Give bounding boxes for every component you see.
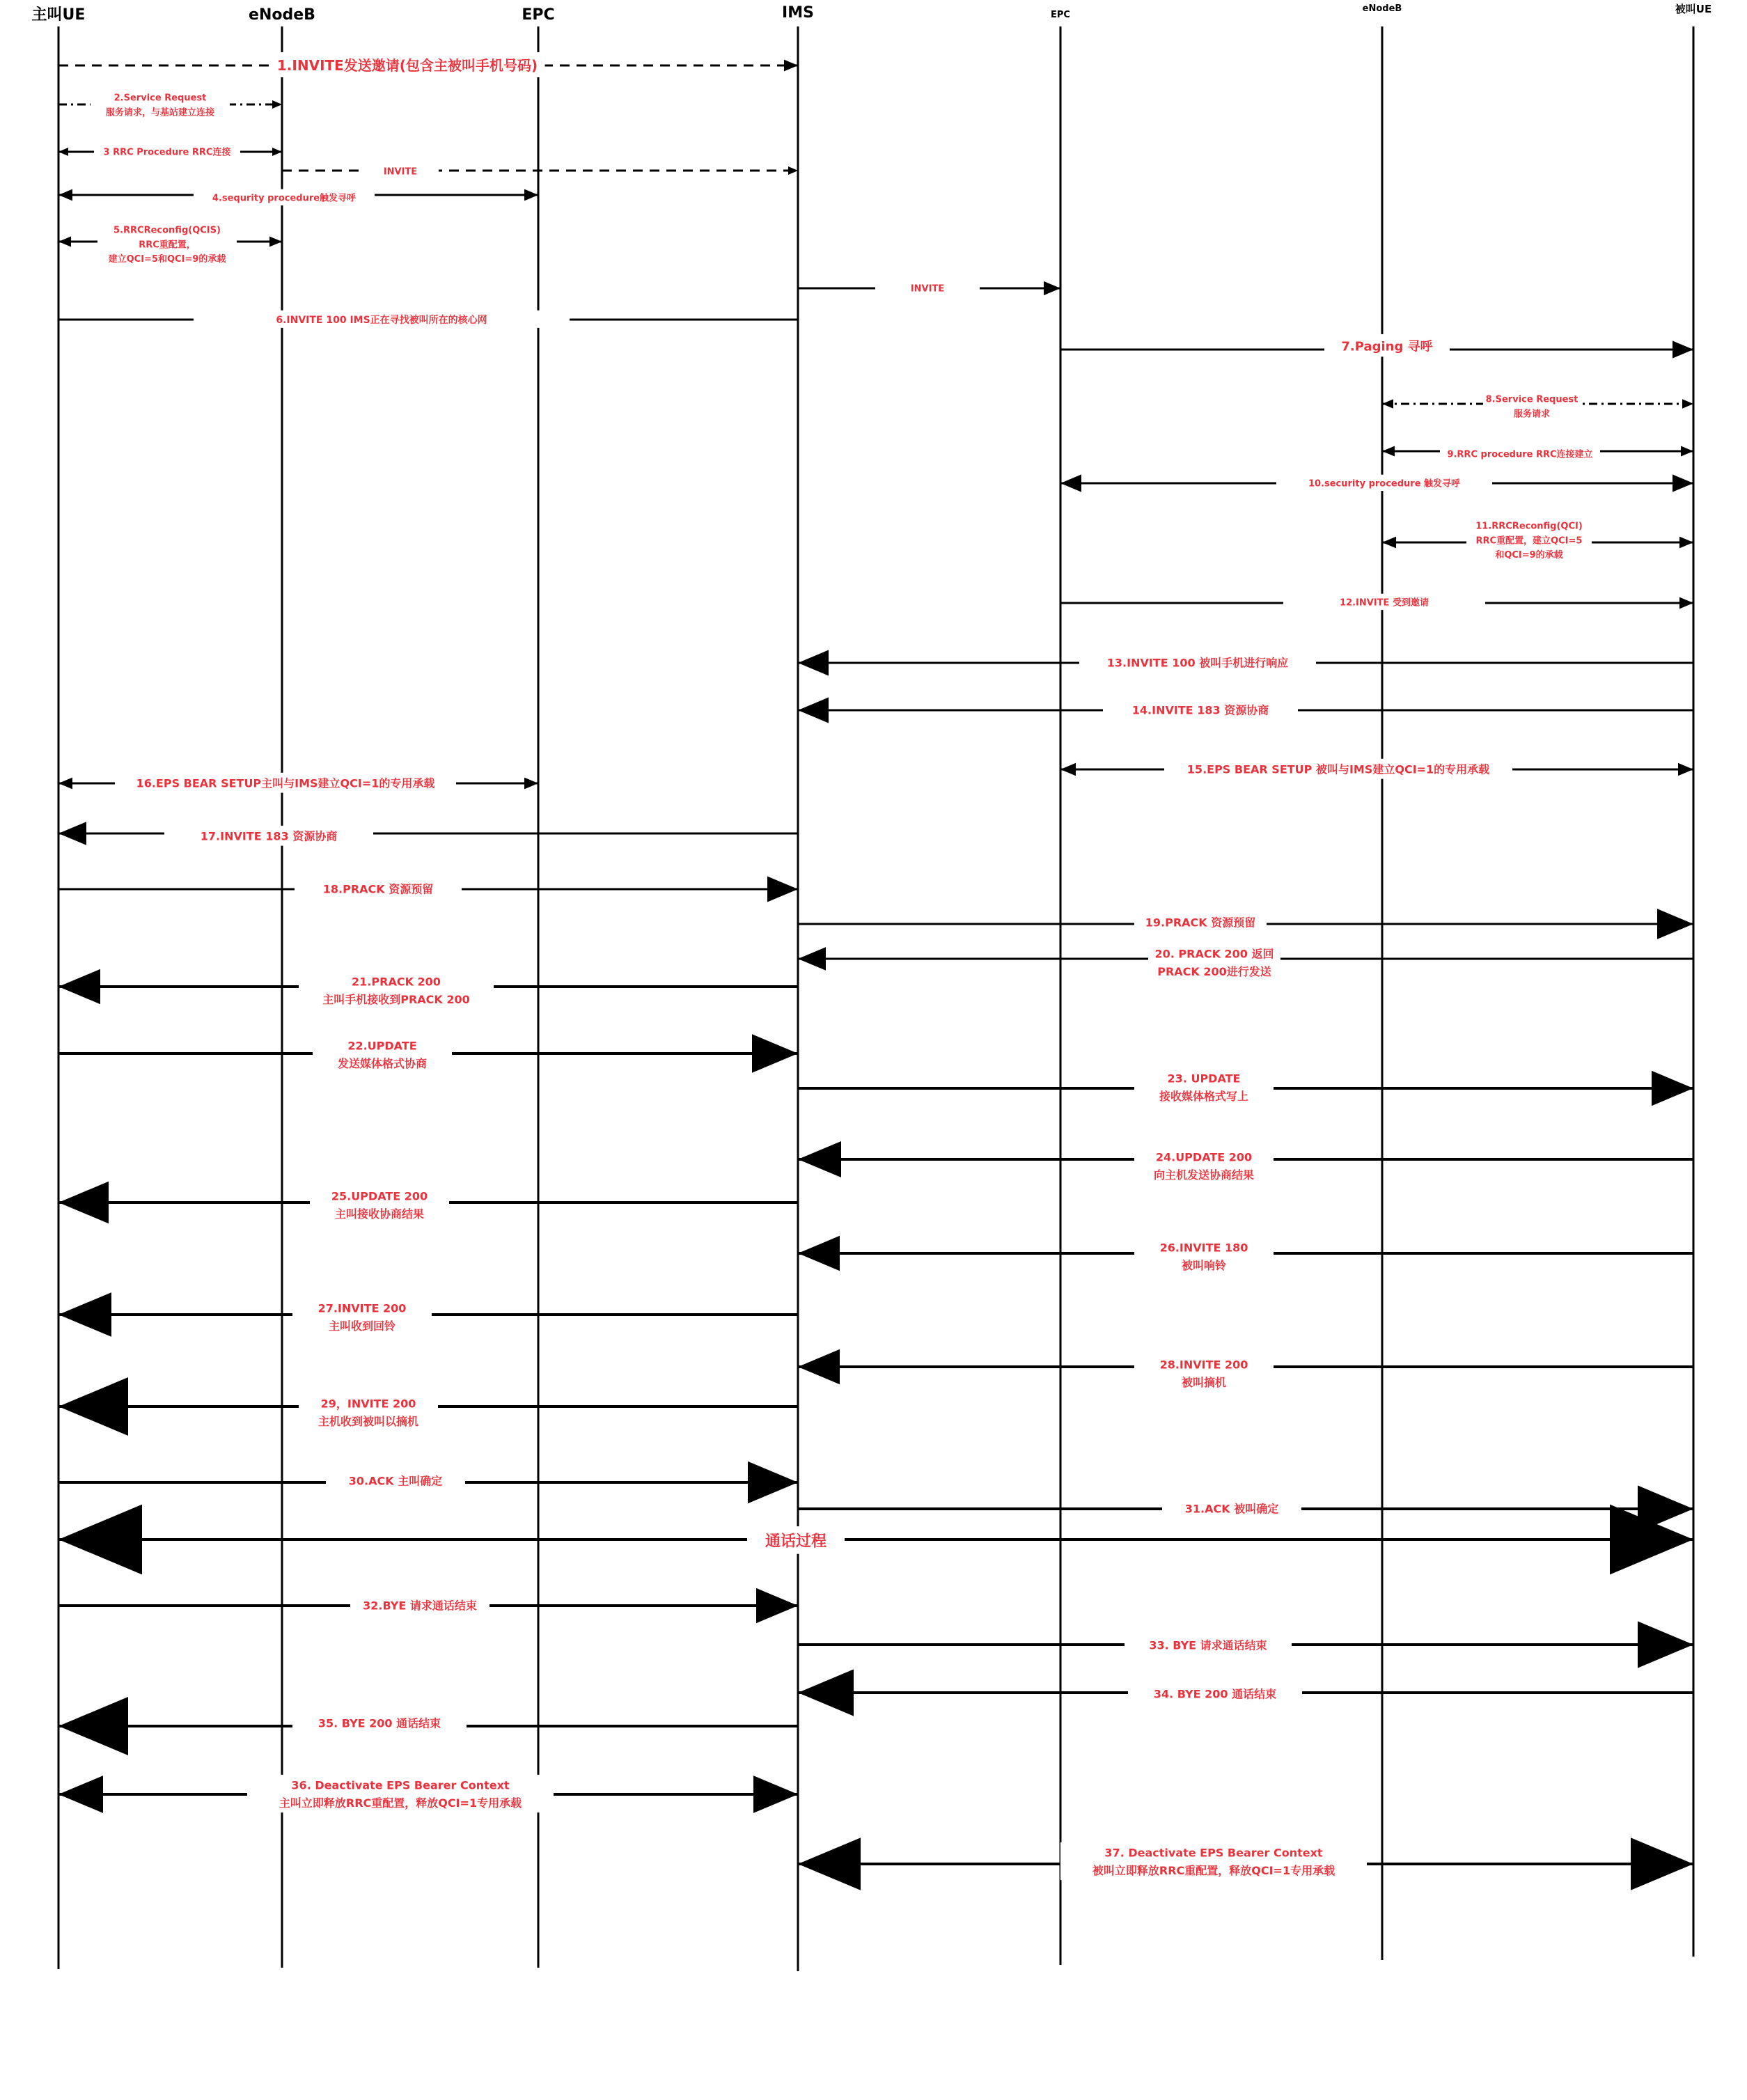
message-label [1308, 478, 1461, 489]
message-label-line: 被叫响铃 [1181, 1259, 1227, 1273]
message-label-line: INVITE [910, 283, 945, 295]
message-label-line: 29，INVITE 200 [320, 1397, 416, 1411]
message-label-line: 27.INVITE 200 [318, 1301, 407, 1315]
message-label-line: INVITE [383, 166, 418, 178]
message-label [1187, 763, 1489, 776]
message-label [212, 193, 357, 204]
message-label [765, 1533, 827, 1551]
message-label-line: 9.RRC procedure RRC连接建立 [1447, 449, 1593, 460]
message-label-line: 2.Service Request [113, 93, 207, 104]
message-label-line: 被叫摘机 [1181, 1376, 1227, 1390]
node-label-caller-ue: 主叫UE [31, 6, 86, 24]
message-label-line: 和QCI=9的承载 [1495, 550, 1563, 561]
message-label-line: 31.ACK 被叫确定 [1184, 1502, 1279, 1516]
message-label-line: 23. UPDATE [1167, 1072, 1241, 1086]
message-label-line: 主叫手机接收到PRACK 200 [322, 993, 470, 1007]
message-label-line: 30.ACK 主叫确定 [348, 1474, 443, 1488]
message-label [1340, 597, 1429, 609]
message-label-line: 16.EPS BEAR SETUP主叫与IMS建立QCI=1的专用承载 [136, 776, 435, 790]
message-label-line: 接收媒体格式写上 [1159, 1090, 1249, 1104]
message-label-line: 25.UPDATE 200 [331, 1189, 428, 1203]
message-label-line: 5.RRCReconfig(QCIS) [113, 225, 221, 236]
message-label-line: 37. Deactivate EPS Bearer Context [1104, 1846, 1323, 1860]
message-label [1447, 449, 1592, 460]
message-label-line: PRACK 200进行发送 [1157, 965, 1271, 979]
message-label [1149, 1639, 1267, 1652]
message-label-line: 通话过程 [765, 1533, 827, 1551]
message-label-line: 34. BYE 200 通话结束 [1153, 1687, 1277, 1701]
message-label-line: 20. PRACK 200 返回 [1154, 947, 1274, 961]
message-label [911, 284, 944, 295]
message-label-line: 被叫立即释放RRC重配置，释放QCI=1专用承载 [1092, 1864, 1335, 1878]
message-label-line: 18.PRACK 资源预留 [322, 882, 434, 896]
message-label [349, 1475, 442, 1488]
message-label-line: 主叫收到回铃 [328, 1319, 396, 1333]
message-label [1132, 704, 1269, 717]
message-label-line: 11.RRCReconfig(QCI) [1475, 521, 1583, 532]
node-label-callee-ue: 被叫UE [1675, 3, 1712, 15]
message-label-line: 10.security procedure 触发寻呼 [1308, 478, 1461, 489]
message-label-line: 发送媒体格式协商 [337, 1057, 428, 1071]
message-label [1154, 1688, 1276, 1701]
message-label-line: 32.BYE 请求通话结束 [363, 1599, 477, 1613]
message-label-line: 主叫立即释放RRC重配置，释放QCI=1专用承载 [279, 1796, 522, 1810]
message-label-line: RRC重配置， [139, 240, 196, 251]
message-label-line: 1.INVITE发送邀请(包含主被叫手机号码) [276, 57, 538, 74]
message-label-line: 服务请求，与基站建立连接 [105, 107, 215, 118]
message-label-line: 3 RRC Procedure RRC连接 [103, 147, 231, 158]
message-label-line: 14.INVITE 183 资源协商 [1131, 703, 1269, 717]
message-label [1341, 339, 1433, 354]
message-label-line: 21.PRACK 200 [352, 975, 441, 989]
message-label [384, 167, 417, 178]
message-label [1107, 657, 1288, 670]
message-label [201, 830, 337, 843]
message-label-line: 36. Deactivate EPS Bearer Context [291, 1778, 510, 1792]
message-label [1185, 1503, 1278, 1516]
message-label-line: 建立QCI=5和QCI=9的承载 [108, 254, 226, 265]
message-label-line: 12.INVITE 受到邀请 [1340, 597, 1429, 609]
message-label-line: 向主机发送协商结果 [1153, 1168, 1255, 1182]
message-label-line: 35. BYE 200 通话结束 [318, 1716, 441, 1730]
message-label-line: 17.INVITE 183 资源协商 [200, 829, 338, 843]
message-label-line: 28.INVITE 200 [1159, 1358, 1248, 1372]
message-label-line: 26.INVITE 180 [1159, 1241, 1248, 1255]
node-label-epc-b: EPC [1051, 10, 1070, 20]
message-label-line: 7.Paging 寻呼 [1341, 339, 1433, 354]
message-label [104, 147, 231, 158]
message-label-line: RRC重配置，建立QCI=5 [1475, 535, 1583, 547]
message-label [363, 1599, 477, 1613]
message-label-line: 主叫接收协商结果 [334, 1207, 425, 1221]
message-label-line: 22.UPDATE [347, 1039, 417, 1053]
message-label [136, 777, 435, 790]
message-label-line: 4.sequrity procedure触发寻呼 [212, 193, 357, 204]
message-label-line: 24.UPDATE 200 [1155, 1150, 1253, 1164]
message-label-line: 19.PRACK 资源预留 [1145, 916, 1256, 930]
message-label [276, 314, 487, 326]
message-label-line: 13.INVITE 100 被叫手机进行响应 [1106, 656, 1289, 670]
message-label-line: 8.Service Request [1485, 394, 1578, 405]
node-label-ims: IMS [782, 4, 814, 22]
message-label [323, 883, 434, 896]
message-label-line: 服务请求 [1513, 409, 1551, 420]
message-label [318, 1717, 441, 1730]
message-label-line: 15.EPS BEAR SETUP 被叫与IMS建立QCI=1的专用承载 [1186, 762, 1490, 776]
message-label-line: 主机收到被叫以摘机 [318, 1415, 419, 1429]
message-label [1145, 916, 1256, 930]
node-label-epc-a: EPC [522, 6, 555, 24]
node-label-enodeb-b: eNodeB [1362, 3, 1402, 14]
message-label-line: 6.INVITE 100 IMS正在寻找被叫所在的核心网 [276, 314, 487, 326]
message-label-line: 33. BYE 请求通话结束 [1149, 1638, 1267, 1652]
message-label [277, 57, 538, 74]
node-label-enodeb-a: eNodeB [249, 6, 315, 24]
